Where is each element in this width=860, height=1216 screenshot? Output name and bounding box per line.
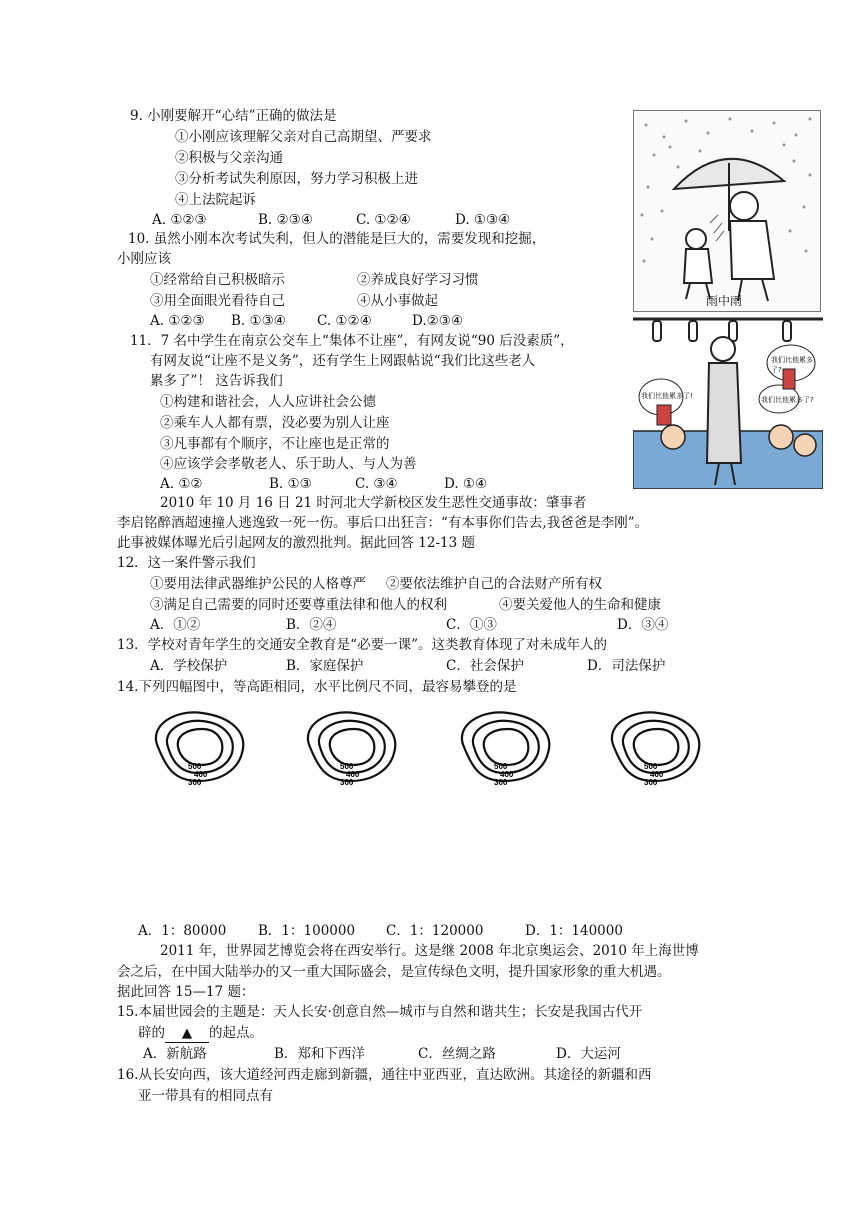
q15-stem-prefix: 辟的 (138, 1025, 165, 1041)
q15-option-b[interactable]: B．郑和下西洋 (274, 1046, 365, 1062)
contour-label-400: 400 (194, 770, 208, 779)
q9-option-d[interactable]: D. ①③④ (455, 212, 511, 228)
q10-option-c[interactable]: C. ①②④ (317, 313, 372, 329)
cartoon-bus-illustration (633, 313, 823, 489)
q11-item-4: ④应该学会孝敬老人、乐于助人、与人为善 (160, 456, 417, 472)
q11-item-3: ③凡事都有个顺序，不让座也是正常的 (160, 436, 390, 452)
svg-text:500: 500 (494, 762, 508, 771)
q12-option-d[interactable]: D．③④ (617, 617, 669, 633)
q9-option-a[interactable]: A. ①②③ (152, 212, 207, 228)
contour-label-500: 500 (188, 762, 202, 771)
q9-stem: 9. 小刚要解开“心结”正确的做法是 (130, 108, 337, 124)
bubble-text-2: 我们比他累多了? (771, 356, 813, 374)
q14-option-b[interactable]: B．1：100000 (258, 923, 356, 939)
q9-option-b[interactable]: B. ②③④ (258, 212, 313, 228)
contour-map-d (602, 707, 706, 787)
q9-option-c[interactable]: C. ①②④ (356, 212, 411, 228)
contour-map-c (452, 707, 556, 787)
q11-stem-line1: 11．7 名中学生在南京公交车上“集体不让座”，有网友说“90 后没素质”， (130, 333, 574, 349)
passage2-line3: 据此回答 15—17 题： (117, 984, 255, 1000)
q9-item-1: ①小刚应该理解父亲对自己高期望、严要求 (175, 129, 432, 145)
q12-item-1: ①要用法律武器维护公民的人格尊严 (150, 576, 366, 592)
q10-option-b[interactable]: B. ①③④ (231, 313, 286, 329)
bubble-text-1: 我们比他累多了! (641, 392, 693, 400)
svg-text:300: 300 (340, 778, 354, 787)
q11-option-b[interactable]: B. ①③ (269, 476, 312, 492)
q13-option-b[interactable]: B．家庭保护 (286, 658, 364, 674)
q13-stem: 13．学校对青年学生的交通安全教育是“必要一课”。这类教育体现了对未成年人的 (117, 637, 607, 653)
q13-option-d[interactable]: D．司法保护 (587, 658, 666, 674)
q9-item-4: ④上法院起诉 (175, 192, 256, 208)
q12-item-2: ②要依法维护自己的合法财产所有权 (386, 576, 602, 592)
passage2-line1: 2011 年，世界园艺博览会将在西安举行。这是继 2008 年北京奥运会、2010 年上海世博 (160, 943, 699, 959)
q11-stem-line2: 有网友说“让座不是义务”，还有学生上网跟帖说“我们比这些老人 (150, 353, 536, 369)
q12-stem: 12．这一案件警示我们 (117, 555, 256, 571)
q10-item-3: ③用全面眼光看待自己 (150, 293, 285, 309)
q14-option-d[interactable]: D．1：140000 (525, 923, 623, 939)
svg-text:400: 400 (500, 770, 514, 779)
q10-stem-line1: 10. 虽然小刚本次考试失利，但人的潜能是巨大的，需要发现和挖掘， (128, 231, 546, 247)
svg-text:400: 400 (650, 770, 664, 779)
q11-option-c[interactable]: C. ③④ (355, 476, 398, 492)
q11-item-1: ①构建和谐社会，人人应讲社会公德 (160, 394, 376, 410)
cartoon-rain-caption: 雨中雨 (706, 294, 743, 308)
bubble-text-3: 我们比他累多了? (761, 396, 814, 404)
passage2-line2: 会之后，在中国大陆举办的又一重大国际盛会，是宣传绿色文明，提升国家形象的重大机遇。 (117, 964, 671, 980)
contour-map-b (298, 707, 402, 787)
q15-option-d[interactable]: D．大运河 (556, 1046, 621, 1062)
q15-stem-suffix: 的起点。 (209, 1025, 263, 1041)
cartoon-rain-illustration (633, 110, 821, 312)
q10-item-1: ①经常给自己积极暗示 (150, 272, 285, 288)
svg-text:300: 300 (644, 778, 658, 787)
q15-stem-line2 (138, 1024, 263, 1043)
triangle-icon: ▲ (181, 1025, 193, 1041)
q12-option-c[interactable]: C．①③ (446, 617, 497, 633)
q11-item-2: ②乘车人人都有票，没必要为别人让座 (160, 415, 390, 431)
q15-option-a[interactable]: A．新航路 (143, 1046, 207, 1062)
q16-stem-line2: 亚一带具有的相同点有 (138, 1088, 273, 1104)
q15-stem-line1: 15.本届世园会的主题是：天人长安·创意自然—城市与自然和谐共生；长安是我国古代开 (117, 1004, 643, 1020)
q12-item-3: ③满足自己需要的同时还要尊重法律和他人的权利 (150, 597, 447, 613)
contour-map-a (146, 707, 250, 787)
q14-option-c[interactable]: C．1：120000 (386, 923, 484, 939)
q15-blank (165, 1024, 209, 1043)
passage1-line1: 2010 年 10 月 16 日 21 时河北大学新校区发生恶性交通事故：肇事者 (160, 495, 587, 511)
q11-stem-line3: 累多了”！ 这告诉我们 (150, 373, 283, 389)
q10-item-2: ②养成良好学习习惯 (357, 272, 479, 288)
q9-item-2: ②积极与父亲沟通 (175, 150, 283, 166)
q12-option-b[interactable]: B．②④ (286, 617, 337, 633)
q12-option-a[interactable]: A．①② (150, 617, 201, 633)
q10-option-a[interactable]: A. ①②③ (150, 313, 205, 329)
svg-text:300: 300 (494, 778, 508, 787)
svg-text:500: 500 (644, 762, 658, 771)
q11-option-d[interactable]: D. ①④ (444, 476, 488, 492)
q10-item-4: ④从小事做起 (357, 293, 438, 309)
svg-text:400: 400 (346, 770, 360, 779)
q14-option-a[interactable]: A．1：80000 (138, 923, 227, 939)
cartoon-rain-drawing (634, 111, 820, 311)
q16-stem-line1: 16.从长安向西，该大道经河西走廊到新疆，通往中亚西亚，直达欧洲。其途径的新疆和西 (117, 1067, 652, 1083)
passage1-line3: 此事被媒体曝光后引起网友的激烈批判。据此回答 12-13 题 (117, 535, 475, 551)
q10-stem-line2: 小刚应该 (117, 251, 171, 267)
q14-stem: 14.下列四幅图中，等高距相同，水平比例尺不同，最容易攀登的是 (117, 679, 517, 695)
q13-option-c[interactable]: C．社会保护 (446, 658, 524, 674)
q15-option-c[interactable]: C．丝绸之路 (418, 1046, 496, 1062)
q13-option-a[interactable]: A．学校保护 (150, 658, 228, 674)
q12-item-4: ④要关爱他人的生命和健康 (499, 597, 661, 613)
passage1-line2: 李启铭醉酒超速撞人逃逸致一死一伤。事后口出狂言：“有本事你们告去,我爸爸是李刚”。 (117, 515, 649, 531)
q10-option-d[interactable]: D.②③④ (412, 313, 463, 329)
contour-label-300: 300 (188, 778, 202, 787)
svg-text:500: 500 (340, 762, 354, 771)
q11-option-a[interactable]: A. ①② (160, 476, 203, 492)
q9-item-3: ③分析考试失利原因，努力学习积极上进 (175, 171, 418, 187)
